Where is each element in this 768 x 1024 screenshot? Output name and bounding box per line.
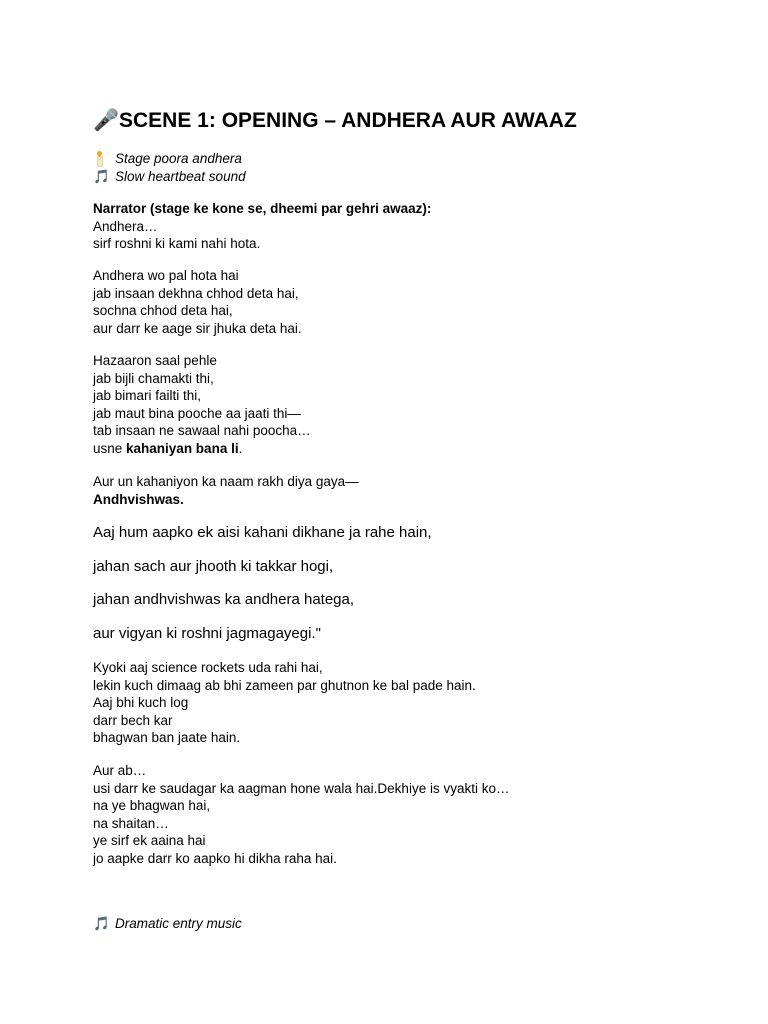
- text-line: bhagwan ban jaate hain.: [93, 730, 241, 745]
- candle-icon: [93, 151, 115, 165]
- text-line: jab bijli chamakti thi,: [93, 370, 214, 386]
- text-line: Aaj bhi kuch log: [93, 695, 189, 710]
- microphone-icon: 🎤: [93, 109, 120, 132]
- footer-direction: [93, 915, 242, 933]
- text-line: Hazaaron saal pehle: [93, 353, 217, 368]
- text-line: Andhera wo pal hota hai: [93, 268, 239, 283]
- text-line: sochna chhod deta hai,: [93, 303, 233, 318]
- text-line: jab maut bina pooche aa jaati thi—: [93, 405, 301, 421]
- text-line: aur darr ke aage sir jhuka deta hai.: [93, 320, 302, 336]
- text-span: .: [238, 440, 243, 456]
- text-line: jab bimari failti thi,: [93, 388, 202, 403]
- text-line: tab insaan ne sawaal nahi poocha…: [93, 423, 311, 438]
- stage-direction-line: [93, 168, 246, 186]
- bold-text: Andhvishwas.: [93, 491, 184, 507]
- music-note-icon: 🎵: [93, 916, 110, 931]
- text-line: darr bech kar: [93, 712, 173, 728]
- text-line: jahan sach aur jhooth ki takkar hogi,: [93, 557, 334, 575]
- text-line: Aur ab…: [93, 763, 147, 778]
- bold-text: kahaniyan bana li: [126, 440, 239, 456]
- text-line: jahan andhvishwas ka andhera hatega,: [93, 591, 355, 608]
- paragraph-2: [93, 267, 302, 337]
- text-line: [93, 440, 311, 458]
- stage-directions: [93, 150, 246, 185]
- text-line: usi darr ke saudagar ka aagman hone wala hai.Dekhiye is vyakti ko…: [93, 780, 510, 796]
- stage-direction-text: Slow heartbeat sound: [115, 168, 246, 184]
- text-line: ye sirf ek aaina hai: [93, 833, 206, 848]
- narrator-heading-block: [93, 200, 431, 253]
- music-note-icon: 🎵: [93, 168, 110, 184]
- stage-direction-text: Dramatic entry music: [115, 916, 242, 931]
- paragraph-3: [93, 352, 311, 457]
- text-line: Kyoki aaj science rockets uda rahi hai,: [93, 660, 323, 675]
- text-line: aur vigyan ki roshni jagmagayegi.": [93, 624, 321, 642]
- text-line: jab insaan dekhna chhod deta hai,: [93, 285, 299, 301]
- text-line: Aaj hum aapko ek aisi kahani dikhane ja rahe hain,: [93, 524, 432, 541]
- text-line: Andhera…: [93, 218, 158, 234]
- stage-direction-line: [93, 915, 242, 933]
- text-line: na ye bhagwan hai,: [93, 798, 211, 813]
- stage-direction-text: Stage poora andhera: [115, 151, 242, 166]
- text-span: usne: [93, 440, 127, 456]
- paragraph-4: [93, 473, 359, 508]
- scene-title-text: SCENE 1: OPENING – ANDHERA AUR AWAAZ: [119, 109, 577, 132]
- text-line: jo aapke darr ko aapko hi dikha raha hai.: [93, 850, 337, 866]
- text-line: Aur un kahaniyon ka naam rakh diya gaya—: [93, 474, 359, 489]
- narrator-heading: Narrator (stage ke kone se, dheemi par gehri awaaz):: [93, 201, 432, 216]
- text-line: na shaitan…: [93, 815, 169, 831]
- paragraph-5: [93, 659, 476, 747]
- text-line: sirf roshni ki kami nahi hota.: [93, 236, 261, 251]
- text-line: lekin kuch dimaag ab bhi zameen par ghutnon ke bal pade hain.: [93, 677, 476, 693]
- large-paragraph: [93, 516, 432, 650]
- stage-direction-line: [93, 150, 246, 168]
- scene-title: [93, 108, 577, 134]
- paragraph-6: [93, 762, 509, 867]
